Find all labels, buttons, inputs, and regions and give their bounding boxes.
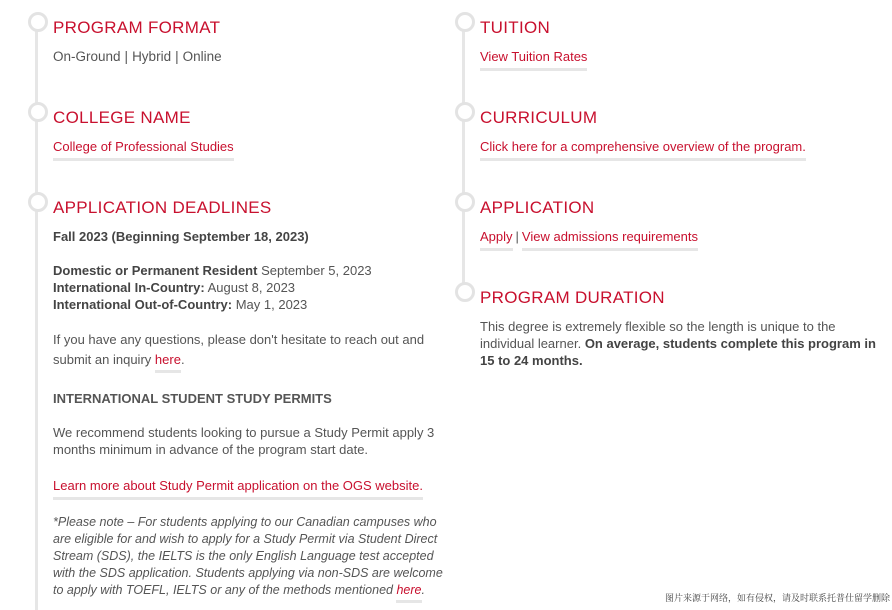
program-duration-heading: PROGRAM DURATION — [480, 288, 665, 307]
college-name-heading: COLLEGE NAME — [53, 108, 191, 127]
application-deadlines-section — [53, 198, 448, 603]
timeline-line-right — [462, 22, 465, 294]
timeline-dot — [28, 102, 48, 122]
timeline-dot — [455, 282, 475, 302]
format-online: Online — [182, 49, 222, 64]
timeline-dot — [28, 192, 48, 212]
tuition-section — [480, 18, 880, 71]
college-name-section — [53, 108, 443, 161]
deadline-row-in-country: International In-Country: August 8, 2023 — [53, 280, 296, 295]
program-duration-section — [480, 288, 880, 369]
program-format-options: On-Ground | Hybrid | Online — [53, 49, 222, 64]
apply-link[interactable]: Apply — [480, 229, 513, 251]
note-here-link[interactable]: here — [396, 583, 421, 603]
ogs-website-link[interactable]: Learn more about Study Permit application on the OGS website. — [53, 478, 423, 500]
deadline-row-domestic: Domestic or Permanent Resident September 5, 2023 — [53, 263, 372, 278]
program-duration-text: This degree is extremely flexible so the length is unique to the individual learner. On average, students complete this program in 15 to 24 months. — [480, 319, 876, 368]
curriculum-heading: CURRICULUM — [480, 108, 598, 127]
inquiry-paragraph: If you have any questions, please don't hesitate to reach out and submit an inquiry here. — [53, 330, 448, 373]
program-format-section — [53, 18, 443, 65]
tuition-heading: TUITION — [480, 18, 551, 37]
study-permits-text: We recommend students looking to pursue a Study Permit apply 3 months minimum in advance of the program start date. — [53, 425, 435, 457]
application-deadlines-heading: APPLICATION DEADLINES — [53, 198, 272, 217]
curriculum-link[interactable]: Click here for a comprehensive overview of the program. — [480, 139, 806, 161]
inquiry-here-link[interactable]: here — [155, 353, 181, 373]
format-on-ground: On-Ground — [53, 49, 121, 64]
deadline-term: Fall 2023 (Beginning September 18, 2023) — [53, 229, 309, 244]
college-name-link[interactable]: College of Professional Studies — [53, 139, 234, 161]
watermark-text: 图片来源于网络，如有侵权，请及时联系托普仕留学删除 — [664, 593, 890, 603]
deadline-row-out-of-country: International Out-of-Country: May 1, 2023 — [53, 297, 308, 312]
admissions-requirements-link[interactable]: View admissions requirements — [522, 229, 698, 251]
timeline-dot — [455, 192, 475, 212]
application-heading: APPLICATION — [480, 198, 595, 217]
timeline-dot — [455, 102, 475, 122]
format-hybrid: Hybrid — [132, 49, 172, 64]
curriculum-section — [480, 108, 880, 161]
sds-note: *Please note – For students applying to our Canadian campuses who are eligible for and wish to apply for a Study Permit via Student Direct Stream (SDS), the IELTS is the only English Language test accepted with the SDS application. Students applying via non-SDS are welcome to apply with TOEFL, IELTS or any of the methods mentioned here. — [53, 514, 448, 603]
study-permits-heading: INTERNATIONAL STUDENT STUDY PERMITS — [53, 391, 332, 406]
application-section: APPLICATION Apply | View admissions requirements — [480, 198, 880, 251]
right-column — [428, 0, 892, 370]
deadline-list — [53, 262, 448, 313]
program-format-heading: PROGRAM FORMAT — [53, 18, 221, 37]
timeline-dot — [28, 12, 48, 32]
tuition-rates-link[interactable]: View Tuition Rates — [480, 49, 587, 71]
timeline-dot — [455, 12, 475, 32]
